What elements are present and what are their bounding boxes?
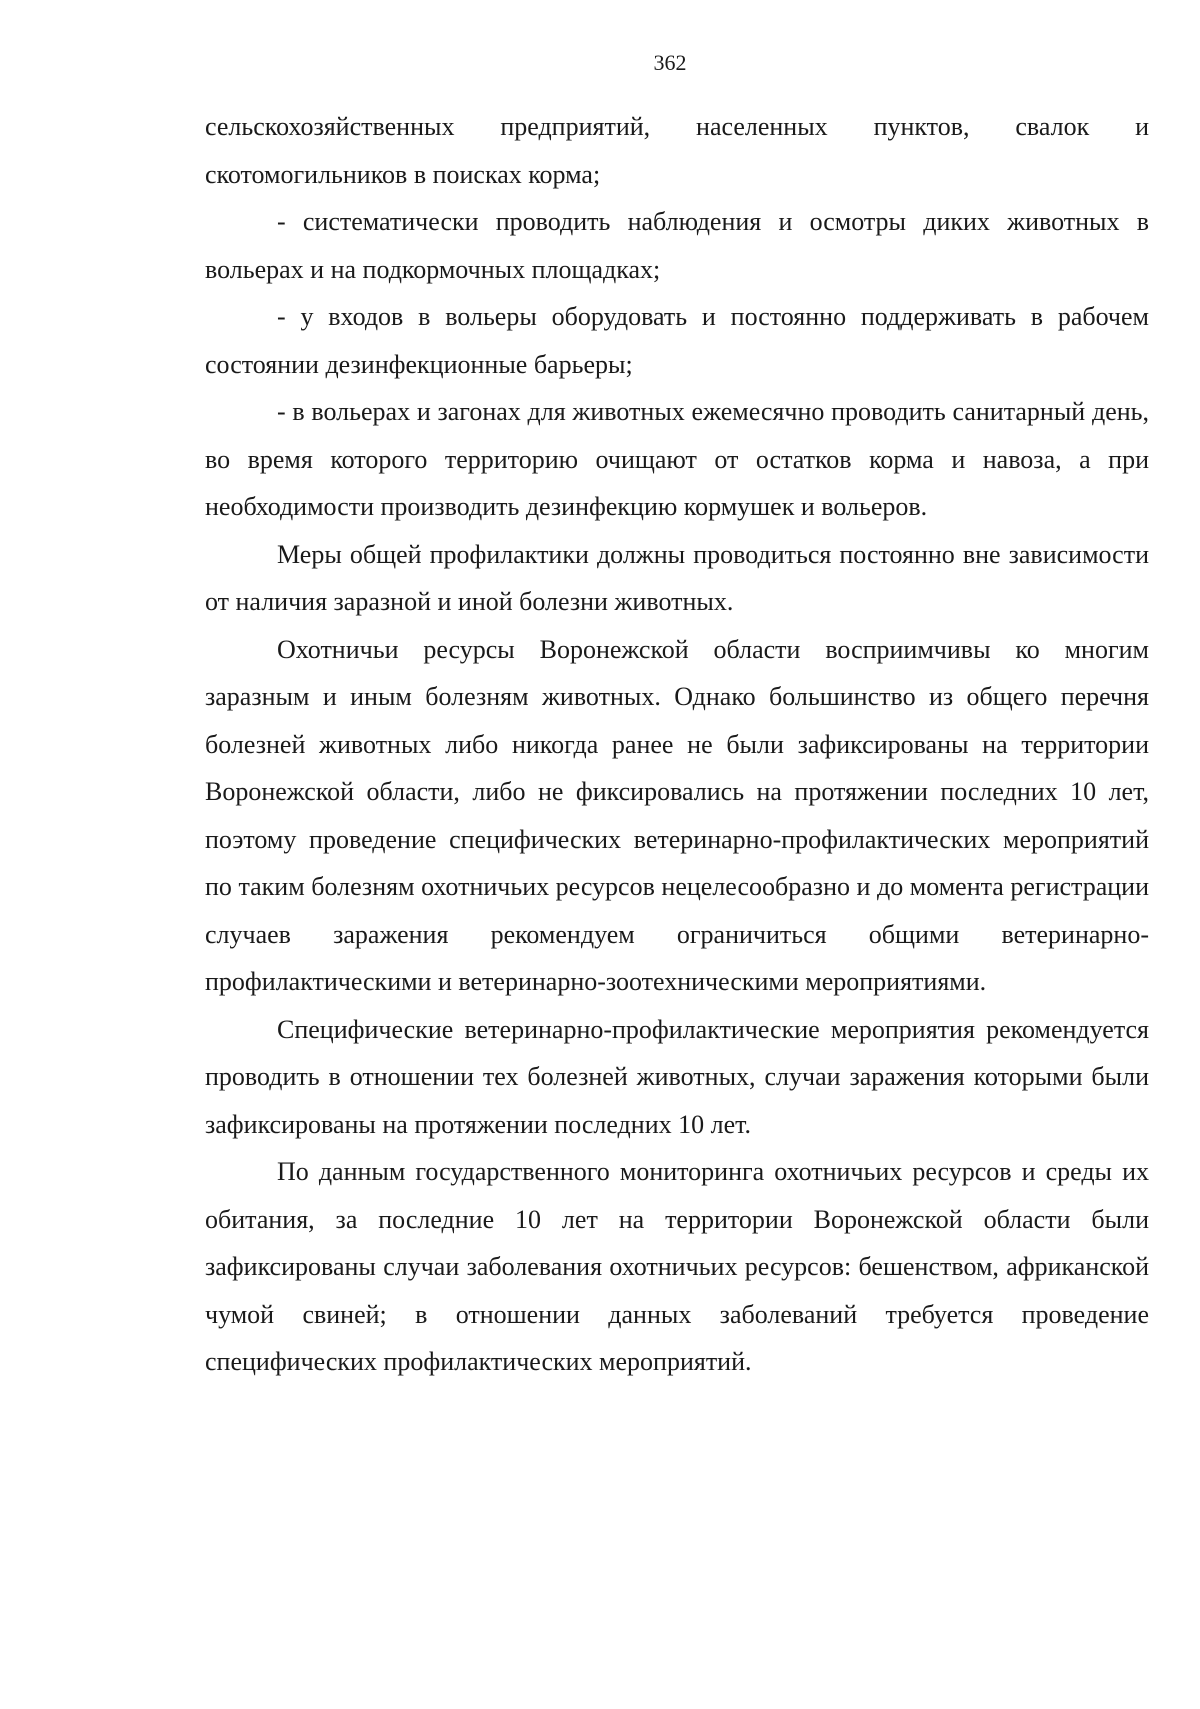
paragraph-continuation: сельскохозяйственных предприятий, населенных пунктов, свалок и скотомогильников в поисках корма; <box>205 112 1149 189</box>
paragraph-list-item: - в вольерах и загонах для животных ежемесячно проводить санитарный день, во время которого территорию очищают от остатков корма и навоза, а при необходимости производить дезинфекцию кормушек и вольеров. <box>205 397 1149 521</box>
paragraph: Специфические ветеринарно-профилактические мероприятия рекомендуется проводить в отношении тех болезней животных, случаи заражения которыми были зафиксированы на протяжении последних 10 лет. <box>205 1014 1149 1139</box>
paragraph-list-item: - у входов в вольеры оборудовать и постоянно поддерживать в рабочем состоянии дезинфекционные барьеры; <box>205 302 1149 379</box>
page-number: 362 <box>653 50 687 75</box>
paragraph-list-item: - систематически проводить наблюдения и осмотры диких животных в вольерах и на подкормочных площадках; <box>205 207 1149 284</box>
document-body <box>205 103 1149 1386</box>
paragraph: Меры общей профилактики должны проводиться постоянно вне зависимости от наличия заразной и иной болезни животных. <box>205 539 1149 616</box>
paragraph: По данным государственного мониторинга охотничьих ресурсов и среды их обитания, за последние 10 лет на территории Воронежской области были зафиксированы случаи заболевания охотничьих ресурсов: бешенством, африканской чумой свиней; в отношении данных заболеваний требуется проведение специфических профилактических мероприятий. <box>205 1157 1149 1376</box>
paragraph: Охотничьи ресурсы Воронежской области восприимчивы ко многим заразным и иным болезням животных. Однако большинство из общего перечня болезней животных либо никогда ранее не были зафиксированы на территории Воронежской области, либо не фиксировались на протяжении последних 10 лет, поэтому проведение специфических ветеринарно-профилактических мероприятий по таким болезням охотничьих ресурсов нецелесообразно и до момента регистрации случаев заражения рекомендуем ограничиться общими ветеринарно-профилактическими и ветеринарно-зоотехническими мероприятиями. <box>205 634 1149 996</box>
